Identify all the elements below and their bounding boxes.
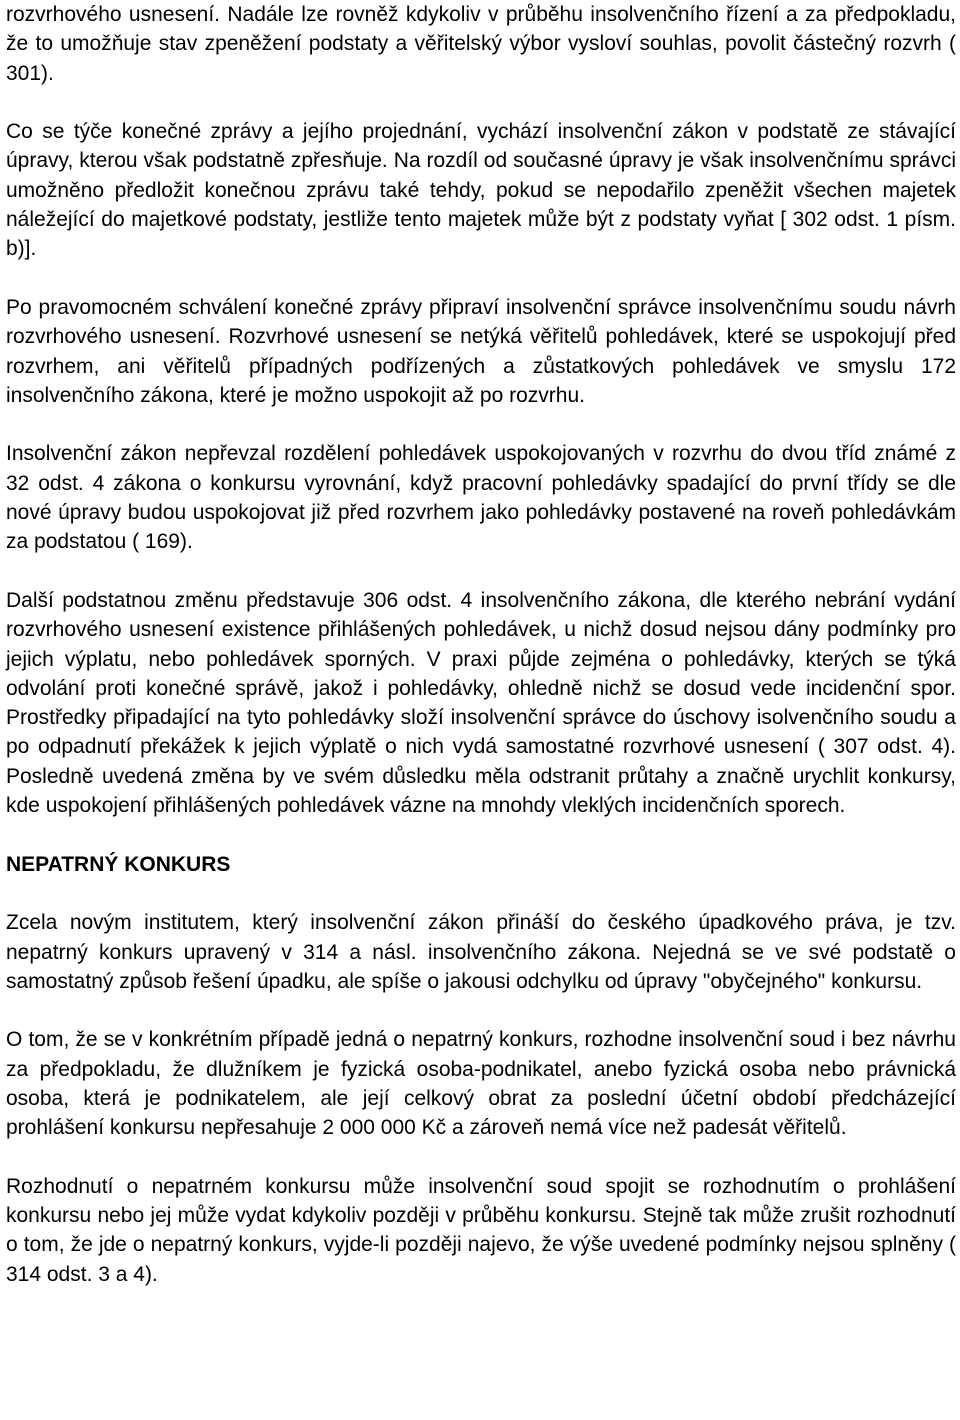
paragraph-gap xyxy=(6,820,956,849)
paragraph-navrh-rozvrhoveho-usneseni: Po pravomocném schválení konečné zprávy připraví insolvenční správce insolvenčnímu soudu návrh rozvrhového usnesení. Rozvrhové usnesení se netýká věřitelů pohledávek, které se uspokojují před rozvrhem, ani věřitelů případných podřízených a zůstatkových pohledávek ve smyslu 172 insolvenčního zákona, které je možno uspokojit až po rozvrhu. xyxy=(6,295,956,407)
paragraph-gap xyxy=(6,1143,956,1172)
section-heading: NEPATRNÝ KONKURS xyxy=(6,852,231,876)
paragraph-gap xyxy=(6,88,956,117)
paragraph-gap xyxy=(6,410,956,439)
paragraph-rozhodnuti-o-nepatrnem-konkursu: Rozhodnutí o nepatrném konkursu může insolvenční soud spojit se rozhodnutím o prohlášení konkursu nebo jej může vydat kdykoliv později v průběhu konkursu. Stejně tak může zrušit rozhodnutí o tom, že jde o nepatrný konkurs, vyjde-li později najevo, že výše uvedené podmínky nejsou splněny ( 314 odst. 3 a 4). xyxy=(6,1174,956,1286)
paragraph-rozvrh-castecny: rozvrhového usnesení. Nadále lze rovněž kdykoliv v průběhu insolvenčního řízení a za předpokladu, že to umožňuje stav zpeněžení podstaty a věřitelský výbor vysloví souhlas, povolit částečný rozvrh ( 301). xyxy=(6,3,956,85)
paragraph-gap xyxy=(6,879,956,908)
paragraph-novy-institut: Zcela novým institutem, který insolvenční zákon přináší do českého úpadkového práva, je tzv. nepatrný konkurs upravený v 314 a násl. insolvenčního zákona. Nejedná se ve své podstatě o samostatný způsob řešení úpadku, ale spíše o jakousi odchylku od úpravy "obyčejného" konkursu. xyxy=(6,911,956,993)
paragraph-gap xyxy=(6,996,956,1025)
paragraph-gap xyxy=(6,557,956,586)
paragraph-rozdeleni-pohledavek: Insolvenční zákon nepřevzal rozdělení pohledávek uspokojovaných v rozvrhu do dvou tříd známé z 32 odst. 4 zákona o konkursu vyrovnání, když pracovní pohledávky spadající do první třídy se dle nové úpravy budou uspokojovat již před rozvrhem jako pohledávky postavené na roveň pohledávkám za podstatou ( 169). xyxy=(6,442,956,554)
paragraph-podminky-nepatrneho-konkursu: O tom, že se v konkrétním případě jedná o nepatrný konkurs, rozhodne insolvenční soud i bez návrhu za předpokladu, že dlužníkem je fyzická osoba-podnikatel, anebo fyzická osoba nebo právnická osoba, která je podnikatelem, ale její celkový obrat za poslední účetní období předcházející prohlášení konkursu nepřesahuje 2 000 000 Kč a zároveň nemá více než padesát věřitelů. xyxy=(6,1028,956,1140)
paragraph-konecna-zprava: Co se týče konečné zprávy a jejího projednání, vychází insolvenční zákon v podstatě ze stávající úpravy, kterou však podstatně zpřesňuje. Na rozdíl od současné úpravy je však insolvenčnímu správci umožněno předložit konečnou zprávu také tehdy, pokud se nepodařilo zpeněžit všechen majetek náležející do majetkové podstaty, jestliže tento majetek může být z podstaty vyňat [ 302 odst. 1 písm. b)]. xyxy=(6,120,956,261)
document-page xyxy=(6,0,956,1289)
paragraph-dalsi-zmena: Další podstatnou změnu představuje 306 odst. 4 insolvenčního zákona, dle kterého nebrání vydání rozvrhového usnesení existence přihlášených pohledávek, u nichž dosud nejsou dány podmínky pro jejich výplatu, nebo pohledávek sporných. V praxi půjde zejména o pohledávky, kterých se týká odvolání proti konečné správě, jakož i pohledávky, ohledně nichž se dosud vede incidenční spor. Prostředky připadající na tyto pohledávky složí insolvenční správce do úschovy isolvenčního soudu a po odpadnutí překážek k jejich výplatě o nich vydá samostatné rozvrhové usnesení ( 307 odst. 4). Posledně uvedená změna by ve svém důsledku měla odstranit průtahy a značně urychlit konkursy, kde uspokojení přihlášených pohledávek vázne na mnohdy vleklých incidenčních sporech. xyxy=(6,588,956,818)
paragraph-gap xyxy=(6,264,956,293)
